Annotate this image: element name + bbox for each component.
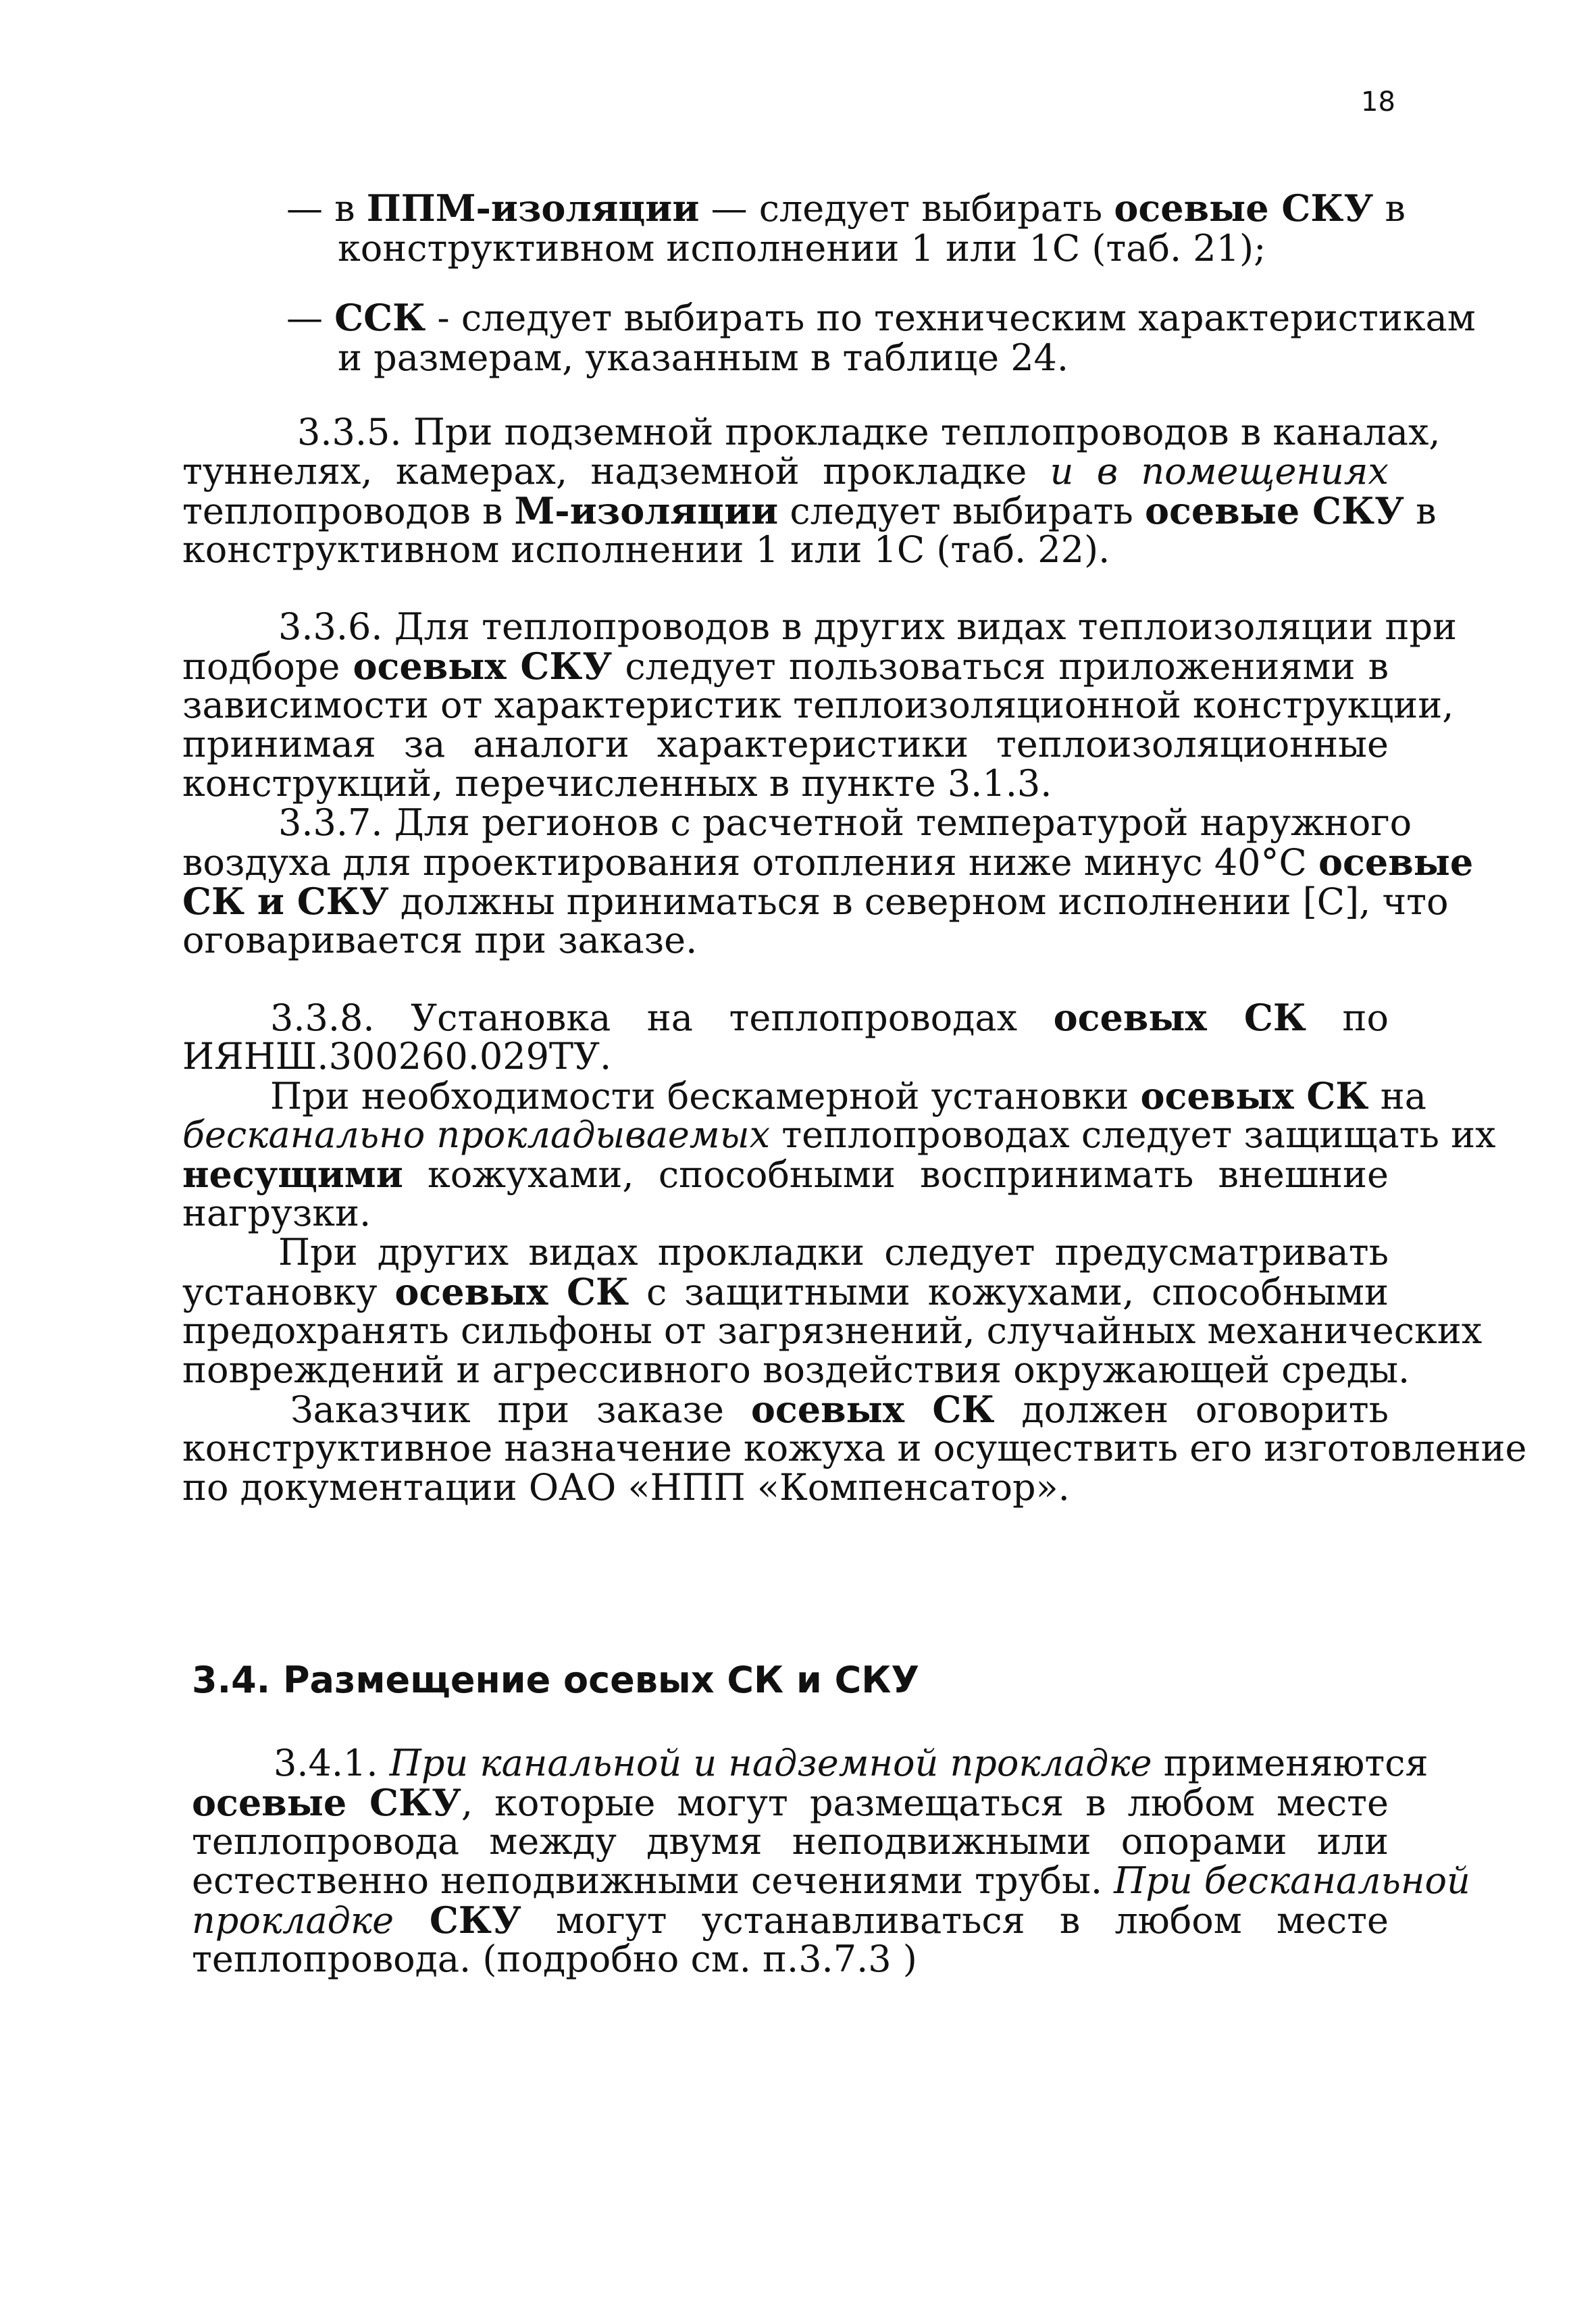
bullet1-line1: — в ППМ-изоляции — следует выбирать осевые СКУ в — [286, 186, 1406, 230]
p338-line3: При необходимости бескамерной установки осевых СК на — [270, 1074, 1426, 1117]
p336-line4: принимая за аналоги характеристики теплоизоляционные — [182, 723, 1389, 765]
p338-line13: по документации ОАО «НПП «Компенсатор». — [182, 1466, 1070, 1509]
p338-line9: предохранять сильфоны от загрязнений, случайных механических — [182, 1309, 1483, 1352]
p338-line8: установку осевых СК с защитными кожухами, способными — [182, 1270, 1389, 1313]
p335-line2: туннелях, камерах, надземной прокладке и в помещениях — [182, 450, 1389, 493]
p336-line5: конструкций, перечисленных в пункте 3.1.3. — [182, 762, 1052, 805]
p341-line4: естественно неподвижными сечениями трубы. При бесканальной — [192, 1859, 1470, 1902]
bullet2-line1: — ССК - следует выбирать по техническим характеристикам — [286, 296, 1476, 339]
bullet1-line2: конструктивном исполнении 1 или 1С (таб. 21); — [338, 227, 1266, 270]
p341-line1: 3.4.1. При канальной и надземной прокладке применяются — [274, 1742, 1428, 1784]
p338-line2: ИЯНШ.300260.029ТУ. — [182, 1035, 612, 1078]
p338-line1: 3.3.8. Установка на теплопроводах осевых СК по — [270, 996, 1389, 1039]
p341-line5: прокладке СКУ могут устанавливаться в любом месте — [192, 1898, 1389, 1942]
p336-line1: 3.3.6. Для теплопроводов в других видах теплоизоляции при — [278, 605, 1458, 648]
p341-line2: осевые СКУ, которые могут размещаться в любом месте — [192, 1781, 1389, 1824]
p338-line4: бесканально прокладываемых теплопроводах следует защищать их — [182, 1113, 1496, 1156]
p335-line4: конструктивном исполнении 1 или 1С (таб. 22). — [182, 528, 1110, 571]
p338-line10: повреждений и агрессивного воздействия окружающей среды. — [182, 1349, 1410, 1391]
p338-line7: При других видах прокладки следует предусматривать — [278, 1231, 1389, 1274]
p338-line6: нагрузки. — [182, 1192, 371, 1234]
bullet2-line2: и размерам, указанным в таблице 24. — [338, 336, 1069, 379]
p336-line2: подборе осевых СКУ следует пользоваться приложениями в — [182, 645, 1389, 688]
p341-line6: теплопровода. (подробно см. п.3.7.3 ) — [192, 1938, 917, 1980]
section-heading-3-4: 3.4. Размещение осевых СК и СКУ — [192, 1659, 919, 1701]
p341-line3: теплопровода между двумя неподвижными опорами или — [192, 1820, 1389, 1863]
p335-line3: теплопроводов в М-изоляции следует выбирать осевые СКУ в — [182, 489, 1437, 532]
p337-line2: воздуха для проектирования отопления ниже минус 40°С осевые — [182, 840, 1474, 884]
p338-line5: несущими кожухами, способными воспринимать внешние — [182, 1153, 1389, 1196]
p338-line11: Заказчик при заказе осевых СК должен оговорить — [290, 1388, 1389, 1431]
page-number: 18 — [1361, 86, 1395, 118]
p338-line12: конструктивное назначение кожуха и осуществить его изготовление — [182, 1427, 1527, 1469]
p337-line3: СК и СКУ должны приниматься в северном исполнении [С], что — [182, 880, 1449, 923]
p336-line3: зависимости от характеристик теплоизоляционной конструкции, — [182, 684, 1454, 726]
p337-line1: 3.3.7. Для регионов с расчетной температурой наружного — [278, 801, 1412, 844]
p335-line1: 3.3.5. При подземной прокладке теплопроводов в каналах, — [297, 411, 1441, 453]
p337-line4: оговаривается при заказе. — [182, 919, 698, 961]
